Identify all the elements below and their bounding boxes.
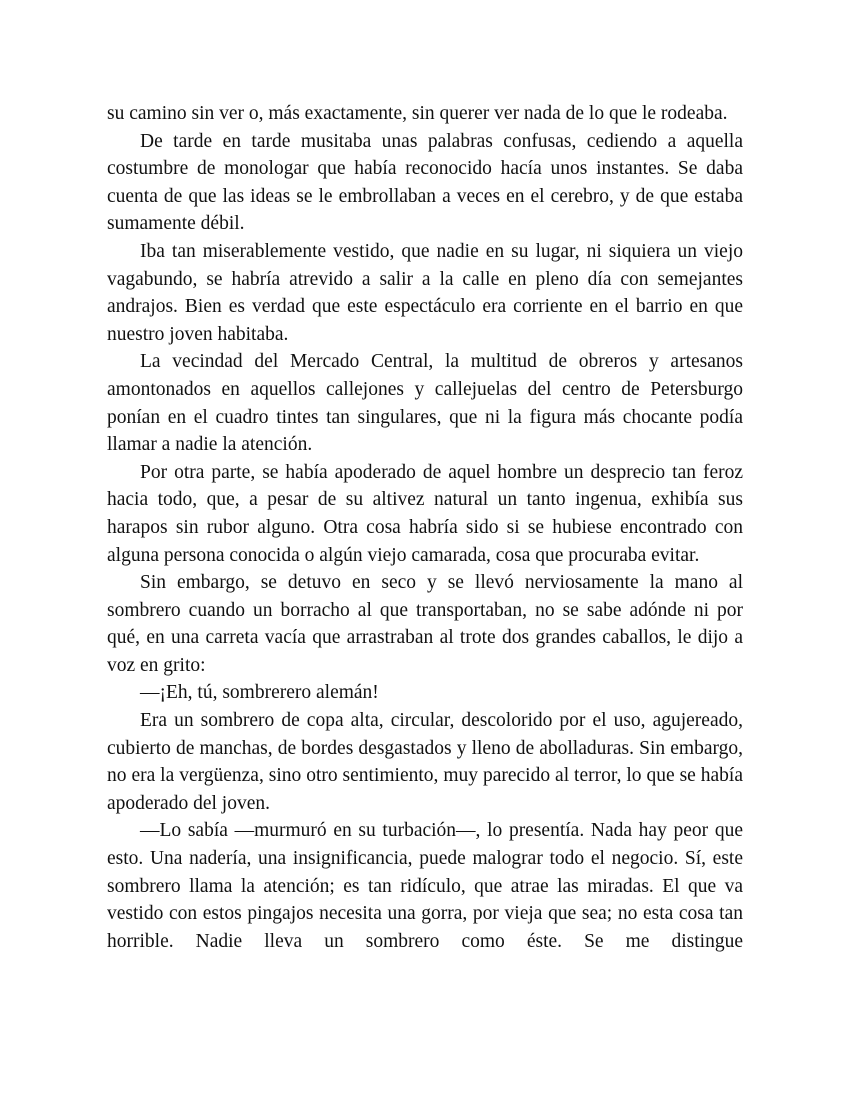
paragraph-3: Iba tan miserablemente vestido, que nadie en su lugar, ni siquiera un viejo vagabundo, se habría atrevido a salir a la calle en pleno día con semejantes andrajos. Bien es verdad que este espectáculo era corriente en el barrio en que nuestro joven habitaba. — [107, 240, 743, 345]
paragraph-1: su camino sin ver o, más exactamente, sin querer ver nada de lo que le rodeaba. — [107, 103, 728, 124]
paragraph-7-dialogue: —¡Eh, tú, sombrerero alemán! — [140, 682, 379, 704]
paragraph-8: Era un sombrero de copa alta, circular, descolorido por el uso, agujereado, cubierto de manchas, de bordes desgastados y lleno de abolladuras. Sin embargo, no era la vergüenza, sino otro sentimiento, muy parecido al terror, lo que se había apoderado del joven. — [107, 710, 743, 814]
book-page — [107, 100, 743, 955]
paragraph-5: Por otra parte, se había apoderado de aquel hombre un desprecio tan feroz hacia todo, que, a pesar de su altivez natural un tanto ingenua, exhibía sus harapos sin rubor alguno. Otra cosa habría sido si se hubiese encontrado con alguna persona conocida o algún viejo camarada, cosa que procuraba evitar. — [107, 461, 743, 566]
paragraph-6: Sin embargo, se detuvo en seco y se llevó nerviosamente la mano al sombrero cuando un borracho al que transportaban, no se sabe adónde ni por qué, en una carreta vacía que arrastraban al trote dos grandes caballos, le dijo a voz en grito: — [107, 572, 743, 676]
paragraph-2: De tarde en tarde musitaba unas palabras confusas, cediendo a aquella costumbre de monologar que había reconocido hacía unos instantes. Se daba cuenta de que las ideas se le embrollaban a veces en el cerebro, y de que estaba sumamente débil. — [107, 130, 743, 235]
paragraph-4: La vecindad del Mercado Central, la multitud de obreros y artesanos amontonados en aquellos callejones y callejuelas del centro de Petersburgo ponían en el cuadro tintes tan singulares, que ni la figura más chocante podía llamar a nadie la atención. — [107, 351, 743, 456]
paragraph-9: —Lo sabía —murmuró en su turbación—, lo presentía. Nada hay peor que esto. Una nadería, una insignificancia, puede malograr todo el negocio. Sí, este sombrero llama la atención; es tan ridículo, que atrae las miradas. El que va vestido con estos pingajos necesita una gorra, por vieja que sea; no esta cosa tan horrible. Nadie lleva un sombrero como éste. Se me distingue — [107, 820, 743, 952]
